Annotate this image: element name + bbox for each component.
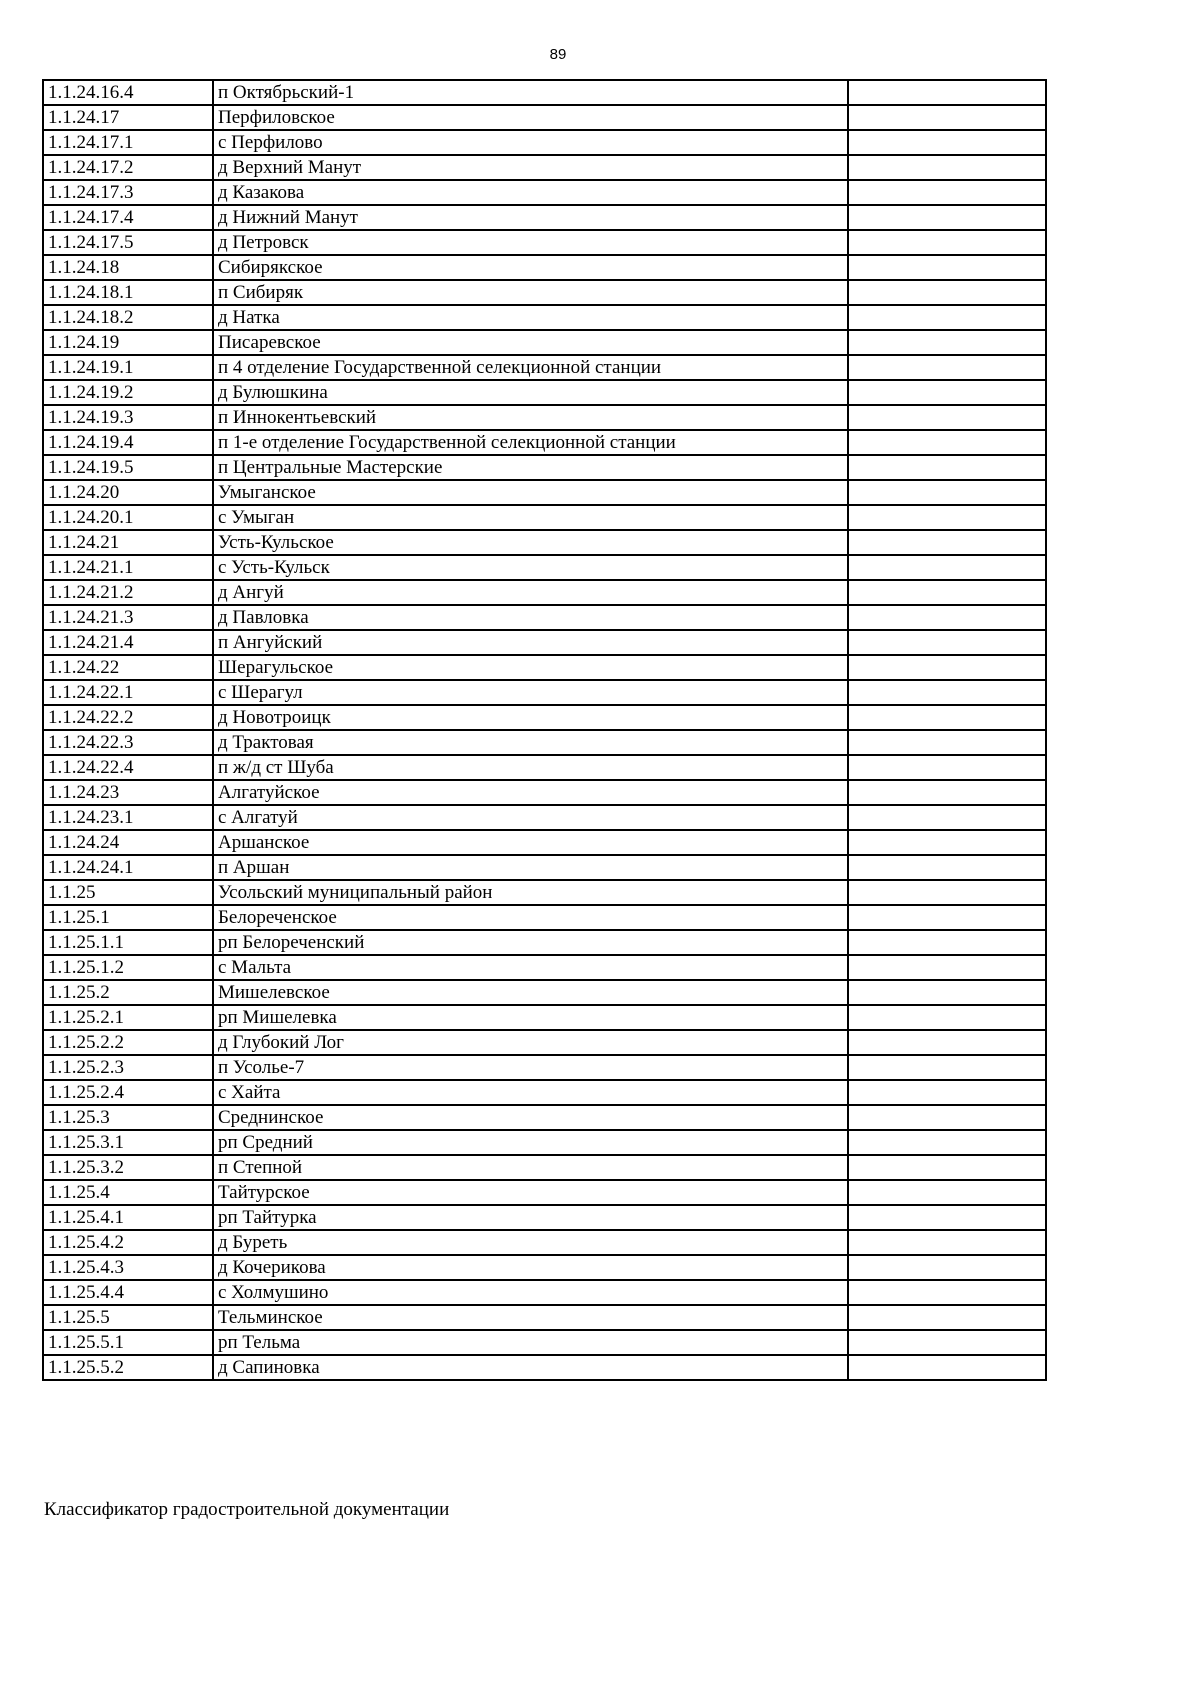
name-cell: рп Мишелевка — [213, 1005, 848, 1030]
name-cell: п Степной — [213, 1155, 848, 1180]
extra-cell — [848, 1130, 1046, 1155]
name-cell: п Сибиряк — [213, 280, 848, 305]
extra-cell — [848, 1280, 1046, 1305]
code-cell: 1.1.25.3.2 — [43, 1155, 213, 1180]
name-cell: Писаревское — [213, 330, 848, 355]
code-cell: 1.1.25.4.4 — [43, 1280, 213, 1305]
table-row — [43, 230, 1046, 255]
name-cell: Перфиловское — [213, 105, 848, 130]
table-row — [43, 1255, 1046, 1280]
table-row — [43, 1080, 1046, 1105]
extra-cell — [848, 205, 1046, 230]
table-row — [43, 1130, 1046, 1155]
table-row — [43, 630, 1046, 655]
extra-cell — [848, 155, 1046, 180]
extra-cell — [848, 330, 1046, 355]
table-row — [43, 905, 1046, 930]
table-row — [43, 280, 1046, 305]
code-cell: 1.1.24.24.1 — [43, 855, 213, 880]
code-cell: 1.1.25.2.4 — [43, 1080, 213, 1105]
code-cell: 1.1.24.22.1 — [43, 680, 213, 705]
code-cell: 1.1.24.24 — [43, 830, 213, 855]
table-row — [43, 1055, 1046, 1080]
extra-cell — [848, 180, 1046, 205]
table-row — [43, 955, 1046, 980]
code-cell: 1.1.24.19.3 — [43, 405, 213, 430]
table-row — [43, 305, 1046, 330]
name-cell: п Центральные Мастерские — [213, 455, 848, 480]
table-row — [43, 555, 1046, 580]
code-cell: 1.1.24.22.2 — [43, 705, 213, 730]
name-cell: п Ангуйский — [213, 630, 848, 655]
extra-cell — [848, 855, 1046, 880]
extra-cell — [848, 1305, 1046, 1330]
code-cell: 1.1.25.4 — [43, 1180, 213, 1205]
table-row — [43, 605, 1046, 630]
extra-cell — [848, 605, 1046, 630]
name-cell: п Октябрьский-1 — [213, 80, 848, 105]
table-row — [43, 130, 1046, 155]
extra-cell — [848, 355, 1046, 380]
name-cell: д Казакова — [213, 180, 848, 205]
extra-cell — [848, 105, 1046, 130]
extra-cell — [848, 980, 1046, 1005]
code-cell: 1.1.25.3.1 — [43, 1130, 213, 1155]
code-cell: 1.1.24.19.5 — [43, 455, 213, 480]
extra-cell — [848, 255, 1046, 280]
name-cell: Белореченское — [213, 905, 848, 930]
table-row — [43, 80, 1046, 105]
name-cell: д Новотроицк — [213, 705, 848, 730]
code-cell: 1.1.25.2.3 — [43, 1055, 213, 1080]
table-row — [43, 455, 1046, 480]
code-cell: 1.1.24.18 — [43, 255, 213, 280]
name-cell: д Булюшкина — [213, 380, 848, 405]
extra-cell — [848, 455, 1046, 480]
extra-cell — [848, 580, 1046, 605]
extra-cell — [848, 680, 1046, 705]
name-cell: Усть-Кульское — [213, 530, 848, 555]
table-row — [43, 655, 1046, 680]
name-cell: п Усолье-7 — [213, 1055, 848, 1080]
extra-cell — [848, 430, 1046, 455]
name-cell: д Глубокий Лог — [213, 1030, 848, 1055]
code-cell: 1.1.24.19.1 — [43, 355, 213, 380]
code-cell: 1.1.25.2 — [43, 980, 213, 1005]
table-row — [43, 505, 1046, 530]
name-cell: с Холмушино — [213, 1280, 848, 1305]
name-cell: с Перфилово — [213, 130, 848, 155]
name-cell: рп Тельма — [213, 1330, 848, 1355]
extra-cell — [848, 930, 1046, 955]
code-cell: 1.1.25.4.3 — [43, 1255, 213, 1280]
table-row — [43, 1155, 1046, 1180]
code-cell: 1.1.24.20.1 — [43, 505, 213, 530]
code-cell: 1.1.24.17.1 — [43, 130, 213, 155]
extra-cell — [848, 1205, 1046, 1230]
table-row — [43, 830, 1046, 855]
extra-cell — [848, 555, 1046, 580]
table-row — [43, 380, 1046, 405]
extra-cell — [848, 1030, 1046, 1055]
table-row — [43, 1280, 1046, 1305]
table-row — [43, 1180, 1046, 1205]
table-row — [43, 1330, 1046, 1355]
extra-cell — [848, 1180, 1046, 1205]
code-cell: 1.1.24.22.3 — [43, 730, 213, 755]
name-cell: д Натка — [213, 305, 848, 330]
name-cell: д Павловка — [213, 605, 848, 630]
extra-cell — [848, 280, 1046, 305]
table-row — [43, 730, 1046, 755]
extra-cell — [848, 80, 1046, 105]
table-row — [43, 705, 1046, 730]
extra-cell — [848, 1155, 1046, 1180]
extra-cell — [848, 305, 1046, 330]
extra-cell — [848, 1005, 1046, 1030]
classifier-table — [42, 79, 1047, 1381]
extra-cell — [848, 655, 1046, 680]
name-cell: д Кочерикова — [213, 1255, 848, 1280]
table-row — [43, 205, 1046, 230]
name-cell: д Петровск — [213, 230, 848, 255]
table-row — [43, 1305, 1046, 1330]
name-cell: д Сапиновка — [213, 1355, 848, 1380]
name-cell: п Аршан — [213, 855, 848, 880]
table-row — [43, 755, 1046, 780]
name-cell: Аршанское — [213, 830, 848, 855]
code-cell: 1.1.25.5.1 — [43, 1330, 213, 1355]
extra-cell — [848, 230, 1046, 255]
table-row — [43, 855, 1046, 880]
extra-cell — [848, 505, 1046, 530]
name-cell: с Усть-Кульск — [213, 555, 848, 580]
name-cell: Шерагульское — [213, 655, 848, 680]
table-row — [43, 980, 1046, 1005]
code-cell: 1.1.25.1.1 — [43, 930, 213, 955]
code-cell: 1.1.24.21.1 — [43, 555, 213, 580]
code-cell: 1.1.25.4.1 — [43, 1205, 213, 1230]
code-cell: 1.1.24.22 — [43, 655, 213, 680]
name-cell: д Ангуй — [213, 580, 848, 605]
table-row — [43, 880, 1046, 905]
name-cell: рп Средний — [213, 1130, 848, 1155]
code-cell: 1.1.24.19.2 — [43, 380, 213, 405]
extra-cell — [848, 705, 1046, 730]
name-cell: д Нижний Манут — [213, 205, 848, 230]
code-cell: 1.1.25.3 — [43, 1105, 213, 1130]
table-row — [43, 155, 1046, 180]
name-cell: п 4 отделение Государственной селекционной станции — [213, 355, 848, 380]
code-cell: 1.1.25.1 — [43, 905, 213, 930]
extra-cell — [848, 1080, 1046, 1105]
table-row — [43, 780, 1046, 805]
extra-cell — [848, 955, 1046, 980]
table-row — [43, 180, 1046, 205]
table-row — [43, 255, 1046, 280]
table-row — [43, 1205, 1046, 1230]
table-row — [43, 430, 1046, 455]
table-row — [43, 1105, 1046, 1130]
table-row — [43, 330, 1046, 355]
name-cell: Усольский муниципальный район — [213, 880, 848, 905]
extra-cell — [848, 1105, 1046, 1130]
table-row — [43, 805, 1046, 830]
table-row — [43, 405, 1046, 430]
code-cell: 1.1.25.5 — [43, 1305, 213, 1330]
code-cell: 1.1.24.20 — [43, 480, 213, 505]
name-cell: рп Белореченский — [213, 930, 848, 955]
table-row — [43, 1355, 1046, 1380]
extra-cell — [848, 905, 1046, 930]
extra-cell — [848, 1255, 1046, 1280]
table-row — [43, 530, 1046, 555]
code-cell: 1.1.24.23.1 — [43, 805, 213, 830]
extra-cell — [848, 780, 1046, 805]
extra-cell — [848, 405, 1046, 430]
code-cell: 1.1.24.17 — [43, 105, 213, 130]
table-row — [43, 1030, 1046, 1055]
classifier-table-body — [43, 80, 1046, 1380]
document-footer: Классификатор градостроительной документации — [44, 1499, 450, 1520]
name-cell: с Хайта — [213, 1080, 848, 1105]
name-cell: рп Тайтурка — [213, 1205, 848, 1230]
extra-cell — [848, 480, 1046, 505]
code-cell: 1.1.24.17.5 — [43, 230, 213, 255]
extra-cell — [848, 1230, 1046, 1255]
code-cell: 1.1.24.19 — [43, 330, 213, 355]
extra-cell — [848, 1330, 1046, 1355]
name-cell: Среднинское — [213, 1105, 848, 1130]
name-cell: с Шерагул — [213, 680, 848, 705]
name-cell: Мишелевское — [213, 980, 848, 1005]
name-cell: д Трактовая — [213, 730, 848, 755]
name-cell: п Иннокентьевский — [213, 405, 848, 430]
extra-cell — [848, 1055, 1046, 1080]
code-cell: 1.1.24.17.4 — [43, 205, 213, 230]
name-cell: п 1-е отделение Государственной селекционной станции — [213, 430, 848, 455]
name-cell: Умыганское — [213, 480, 848, 505]
name-cell: Сибирякское — [213, 255, 848, 280]
table-row — [43, 480, 1046, 505]
extra-cell — [848, 1355, 1046, 1380]
name-cell: д Буреть — [213, 1230, 848, 1255]
code-cell: 1.1.24.21.4 — [43, 630, 213, 655]
code-cell: 1.1.24.21 — [43, 530, 213, 555]
name-cell: с Умыган — [213, 505, 848, 530]
code-cell: 1.1.24.17.2 — [43, 155, 213, 180]
extra-cell — [848, 630, 1046, 655]
table-row — [43, 355, 1046, 380]
extra-cell — [848, 530, 1046, 555]
code-cell: 1.1.24.23 — [43, 780, 213, 805]
code-cell: 1.1.24.19.4 — [43, 430, 213, 455]
extra-cell — [848, 730, 1046, 755]
code-cell: 1.1.25.1.2 — [43, 955, 213, 980]
code-cell: 1.1.24.21.2 — [43, 580, 213, 605]
name-cell: с Мальта — [213, 955, 848, 980]
extra-cell — [848, 880, 1046, 905]
extra-cell — [848, 130, 1046, 155]
code-cell: 1.1.25.4.2 — [43, 1230, 213, 1255]
code-cell: 1.1.24.16.4 — [43, 80, 213, 105]
code-cell: 1.1.24.22.4 — [43, 755, 213, 780]
name-cell: п ж/д ст Шуба — [213, 755, 848, 780]
extra-cell — [848, 830, 1046, 855]
table-row — [43, 1230, 1046, 1255]
name-cell: д Верхний Манут — [213, 155, 848, 180]
code-cell: 1.1.25.5.2 — [43, 1355, 213, 1380]
table-row — [43, 580, 1046, 605]
code-cell: 1.1.24.18.1 — [43, 280, 213, 305]
name-cell: Тельминское — [213, 1305, 848, 1330]
table-row — [43, 105, 1046, 130]
name-cell: Алгатуйское — [213, 780, 848, 805]
page-number: 89 — [549, 46, 567, 63]
code-cell: 1.1.25.2.1 — [43, 1005, 213, 1030]
extra-cell — [848, 805, 1046, 830]
extra-cell — [848, 755, 1046, 780]
table-row — [43, 930, 1046, 955]
code-cell: 1.1.25 — [43, 880, 213, 905]
name-cell: Тайтурское — [213, 1180, 848, 1205]
table-row — [43, 680, 1046, 705]
table-row — [43, 1005, 1046, 1030]
code-cell: 1.1.24.17.3 — [43, 180, 213, 205]
code-cell: 1.1.25.2.2 — [43, 1030, 213, 1055]
extra-cell — [848, 380, 1046, 405]
code-cell: 1.1.24.21.3 — [43, 605, 213, 630]
name-cell: с Алгатуй — [213, 805, 848, 830]
code-cell: 1.1.24.18.2 — [43, 305, 213, 330]
